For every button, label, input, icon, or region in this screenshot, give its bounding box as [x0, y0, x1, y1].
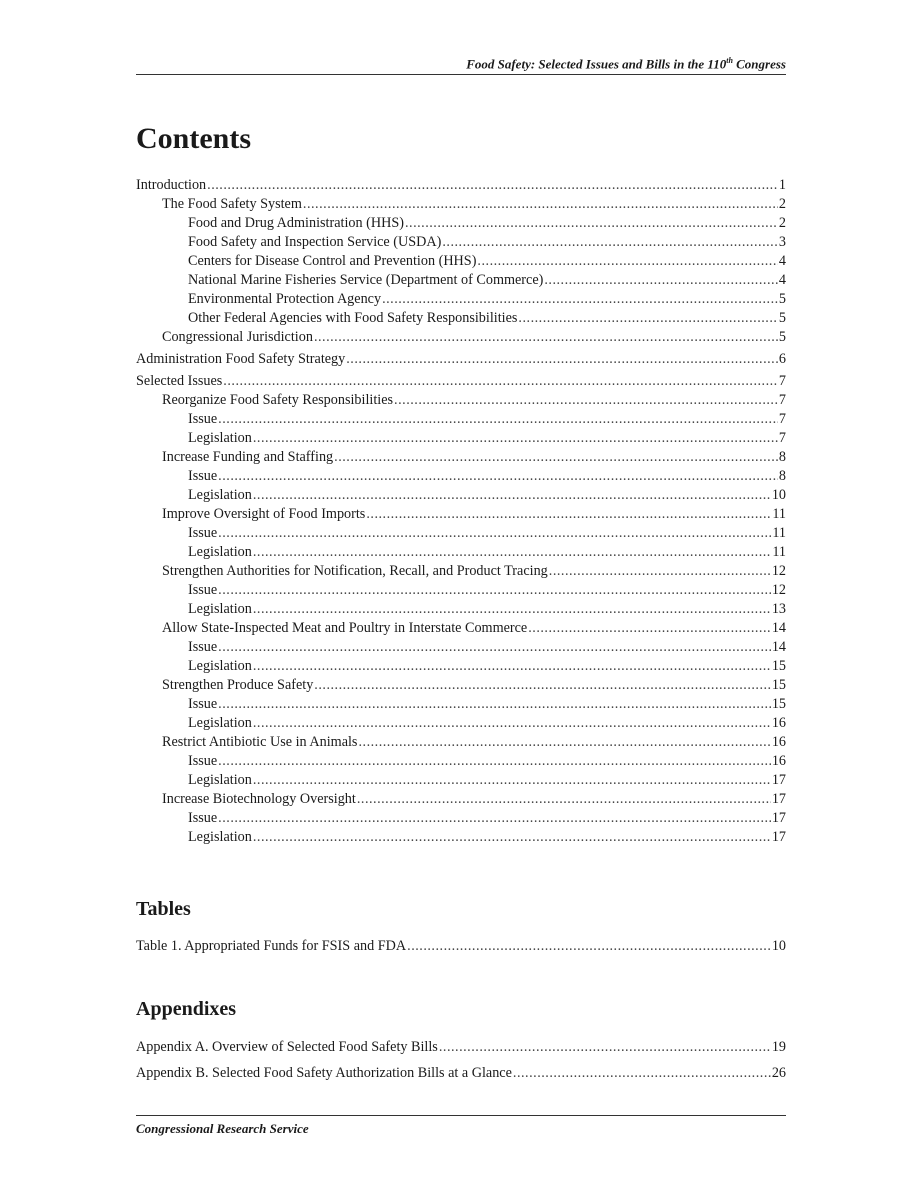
table-of-contents [136, 176, 786, 847]
toc-entry[interactable] [136, 252, 786, 271]
toc-entry[interactable] [136, 271, 786, 290]
toc-entry-page: 7 [778, 411, 786, 427]
toc-entry[interactable] [136, 429, 786, 448]
toc-entry[interactable] [136, 309, 786, 328]
toc-entry[interactable] [136, 350, 786, 369]
appendixes-heading: Appendixes [136, 998, 237, 1020]
leader-dots [394, 391, 778, 410]
toc-entry-page: 6 [778, 351, 786, 367]
header-title-tail: Congress [732, 56, 786, 72]
toc-entry-page: 7 [778, 392, 786, 408]
leader-dots [218, 695, 771, 714]
toc-entry[interactable] [136, 1060, 786, 1086]
leader-dots [218, 410, 778, 429]
toc-entry[interactable] [136, 581, 786, 600]
toc-entry[interactable] [136, 543, 786, 562]
toc-entry[interactable] [136, 638, 786, 657]
toc-entry-label: Reorganize Food Safety Responsibilities [162, 392, 394, 408]
toc-entry-label: Appendix A. Overview of Selected Food Safety Bills [136, 1039, 438, 1055]
toc-entry-page: 5 [778, 310, 786, 326]
toc-entry-label: Appendix B. Selected Food Safety Authorization Bills at a Glance [136, 1065, 512, 1081]
leader-dots [253, 828, 771, 847]
toc-entry[interactable] [136, 524, 786, 543]
toc-entry-page: 2 [778, 215, 786, 231]
toc-entry-page: 16 [771, 734, 786, 750]
toc-entry-label: Issue [188, 411, 218, 427]
toc-entry-label: Improve Oversight of Food Imports [162, 506, 366, 522]
toc-entry-label: Increase Funding and Staffing [162, 449, 334, 465]
toc-entry-label: Issue [188, 582, 218, 598]
leader-dots [314, 676, 771, 695]
toc-entry[interactable] [136, 176, 786, 195]
toc-entry[interactable] [136, 391, 786, 410]
header-title: Food Safety: Selected Issues and Bills in the 110 [466, 56, 727, 72]
toc-entry[interactable] [136, 828, 786, 847]
toc-entry-label: Legislation [188, 772, 252, 788]
toc-entry-label: Legislation [188, 601, 252, 617]
toc-entry-label: Increase Biotechnology Oversight [162, 791, 356, 807]
toc-entry-label: Administration Food Safety Strategy [136, 351, 346, 367]
toc-entry[interactable] [136, 467, 786, 486]
toc-entry[interactable] [136, 752, 786, 771]
toc-entry-label: Strengthen Authorities for Notification, Recall, and Product Tracing [162, 563, 548, 579]
leader-dots [382, 290, 778, 309]
toc-entry-page: 17 [771, 791, 786, 807]
leader-dots [218, 638, 771, 657]
toc-entry-page: 13 [771, 601, 786, 617]
toc-entry-label: Centers for Disease Control and Prevention (HHS) [188, 253, 477, 269]
toc-entry-label: Issue [188, 468, 218, 484]
toc-entry[interactable] [136, 695, 786, 714]
toc-entry-page: 16 [771, 715, 786, 731]
toc-entry-page: 2 [778, 196, 786, 212]
toc-entry-label: Food Safety and Inspection Service (USDA) [188, 234, 442, 250]
toc-entry-label: Legislation [188, 430, 252, 446]
leader-dots [218, 467, 778, 486]
toc-entry-page: 26 [771, 1065, 786, 1081]
toc-entry[interactable] [136, 233, 786, 252]
toc-entry[interactable] [136, 714, 786, 733]
toc-entry-page: 11 [772, 506, 786, 522]
toc-entry[interactable] [136, 448, 786, 467]
leader-dots [358, 733, 770, 752]
leader-dots [253, 657, 771, 676]
toc-entry-page: 10 [771, 487, 786, 503]
leader-dots [442, 233, 778, 252]
header-rule [136, 74, 786, 75]
leader-dots [253, 771, 771, 790]
toc-entry-page: 8 [778, 468, 786, 484]
leader-dots [477, 252, 777, 271]
toc-entry-page: 15 [771, 658, 786, 674]
toc-entry[interactable] [136, 505, 786, 524]
toc-entry-page: 17 [771, 772, 786, 788]
toc-entry[interactable] [136, 328, 786, 347]
toc-entry-page: 1 [778, 177, 786, 193]
toc-entry-label: Issue [188, 525, 218, 541]
leader-dots [253, 429, 778, 448]
toc-entry-label: Legislation [188, 715, 252, 731]
leader-dots [334, 448, 778, 467]
toc-entry-label: Legislation [188, 544, 252, 560]
toc-entry-page: 7 [778, 373, 786, 389]
toc-entry[interactable] [136, 372, 786, 391]
leader-dots [218, 524, 771, 543]
leader-dots [218, 809, 771, 828]
toc-entry-page: 12 [771, 582, 786, 598]
toc-entry[interactable] [136, 600, 786, 619]
toc-entry-page: 17 [771, 810, 786, 826]
leader-dots [513, 1060, 771, 1086]
leader-dots [253, 714, 771, 733]
leader-dots [439, 1034, 771, 1060]
tables-heading: Tables [136, 898, 191, 920]
leader-dots [405, 214, 778, 233]
toc-entry-page: 14 [771, 620, 786, 636]
running-header [136, 56, 786, 72]
leader-dots [253, 543, 771, 562]
toc-entry-label: Selected Issues [136, 373, 223, 389]
toc-entry-label: The Food Safety System [162, 196, 302, 212]
toc-entry[interactable] [136, 486, 786, 505]
leader-dots [223, 372, 778, 391]
contents-heading: Contents [136, 122, 252, 155]
toc-entry-label: Introduction [136, 177, 207, 193]
appendixes-list [136, 1034, 786, 1086]
toc-entry-label: Issue [188, 639, 218, 655]
toc-entry[interactable] [136, 1034, 786, 1060]
toc-entry[interactable] [136, 410, 786, 429]
toc-entry-page: 8 [778, 449, 786, 465]
toc-entry-label: Environmental Protection Agency [188, 291, 382, 307]
toc-entry-page: 16 [771, 753, 786, 769]
toc-entry-label: Other Federal Agencies with Food Safety Responsibilities [188, 310, 518, 326]
toc-entry-label: Issue [188, 753, 218, 769]
leader-dots [528, 619, 771, 638]
toc-entry[interactable] [136, 809, 786, 828]
toc-entry-label: Congressional Jurisdiction [162, 329, 313, 345]
toc-entry-label: Table 1. Appropriated Funds for FSIS and FDA [136, 938, 407, 954]
toc-entry-page: 15 [771, 677, 786, 693]
toc-entry-page: 7 [778, 430, 786, 446]
toc-entry-page: 10 [771, 938, 786, 954]
toc-entry[interactable] [136, 676, 786, 695]
leader-dots [218, 581, 771, 600]
leader-dots [207, 176, 778, 195]
toc-entry-label: Legislation [188, 658, 252, 674]
leader-dots [253, 600, 771, 619]
leader-dots [549, 562, 771, 581]
toc-entry-page: 14 [771, 639, 786, 655]
toc-entry[interactable] [136, 733, 786, 752]
leader-dots [544, 271, 778, 290]
toc-entry-page: 19 [771, 1039, 786, 1055]
leader-dots [303, 195, 778, 214]
toc-entry-page: 4 [778, 272, 786, 288]
leader-dots [218, 752, 771, 771]
toc-entry-label: Strengthen Produce Safety [162, 677, 314, 693]
toc-entry-page: 11 [772, 544, 786, 560]
toc-entry-label: Legislation [188, 487, 252, 503]
toc-entry-page: 15 [771, 696, 786, 712]
leader-dots [314, 328, 778, 347]
toc-entry[interactable] [136, 619, 786, 638]
tables-list [136, 933, 786, 959]
toc-entry-label: Food and Drug Administration (HHS) [188, 215, 404, 231]
leader-dots [518, 309, 777, 328]
toc-entry[interactable] [136, 195, 786, 214]
page-footer: Congressional Research Service [136, 1121, 309, 1136]
leader-dots [366, 505, 771, 524]
toc-entry[interactable] [136, 290, 786, 309]
leader-dots [407, 933, 771, 959]
toc-entry[interactable] [136, 790, 786, 809]
toc-entry-label: National Marine Fisheries Service (Department of Commerce) [188, 272, 544, 288]
toc-entry-page: 5 [778, 291, 786, 307]
leader-dots [357, 790, 771, 809]
header-superscript: th [726, 56, 733, 65]
toc-entry-label: Restrict Antibiotic Use in Animals [162, 734, 358, 750]
toc-entry[interactable] [136, 562, 786, 581]
leader-dots [346, 350, 778, 369]
toc-entry-page: 3 [778, 234, 786, 250]
toc-entry-label: Allow State-Inspected Meat and Poultry in Interstate Commerce [162, 620, 528, 636]
toc-entry[interactable] [136, 657, 786, 676]
toc-entry[interactable] [136, 214, 786, 233]
toc-entry-page: 11 [772, 525, 786, 541]
toc-entry-page: 17 [771, 829, 786, 845]
toc-entry-page: 5 [778, 329, 786, 345]
footer-rule [136, 1115, 786, 1116]
toc-entry-page: 4 [778, 253, 786, 269]
leader-dots [253, 486, 771, 505]
toc-entry[interactable] [136, 933, 786, 959]
toc-entry-label: Issue [188, 696, 218, 712]
toc-entry-page: 12 [771, 563, 786, 579]
toc-entry[interactable] [136, 771, 786, 790]
toc-entry-label: Legislation [188, 829, 252, 845]
toc-entry-label: Issue [188, 810, 218, 826]
